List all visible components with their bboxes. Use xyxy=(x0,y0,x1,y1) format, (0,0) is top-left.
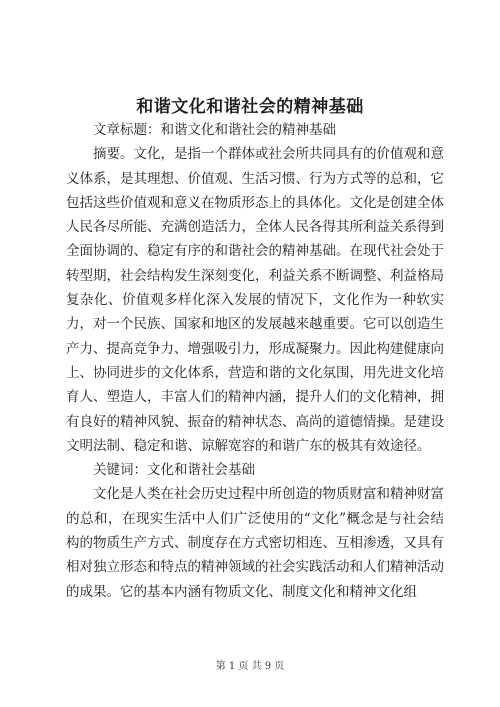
page-footer: 第 1 页 共 9 页 xyxy=(215,661,285,672)
article-title-line: 文章标题：和谐文化和谐社会的精神基础 xyxy=(93,122,336,138)
body-paragraph: 文化是人类在社会历史过程中所创造的物质财富和精神财富的总和，在现实生活中人们广泛使用的“文化”概念是与社会结构的物质生产方式、制度存在方式密切相连、互相渗透，又具有相对独立形态和特点的精神领域的社会实践活动和人们精神活动的成果。它的基本内涵有物质文化、制度文化和精神文化组 xyxy=(66,486,444,600)
keywords-line: 关键词：文化和谐社会基础 xyxy=(93,462,255,479)
document-title: 和谐文化和谐社会的精神基础 xyxy=(136,97,364,117)
abstract-paragraph: 摘要。文化，是指一个群体或社会所共同具有的价值观和意义体系，是其理想、价值观、生活习惯、行为方式等的总和，它包括这些价值观和意义在物质形态上的具体化。文化是创建全体人民各尽所能、充满创造活力，全体人民各得其所利益关系得到全面协调的、稳定有序的和谐社会的精神基础。在现代社会处于转型期，社会结构发生深刻变化，利益关系不断调整、利益格局复杂化、价值观多样化深入发展的情况下，文化作为一种软实力，对一个民族、国家和地区的发展越来越重要。它可以创造生产力、提高竞争力、增强吸引力，形成凝聚力。因此构建健康向上、协同进步的文化体系，营造和谐的文化氛围，用先进文化培育人、塑造人，丰富人们的精神内涵，提升人们的文化精神，拥有良好的精神风貌、振奋的精神状态、高尚的道德情操。是建设文明法制、稳定和谐、谅解宽容的和谐广东的极其有效途径。 xyxy=(66,146,444,454)
document-body xyxy=(66,118,444,604)
